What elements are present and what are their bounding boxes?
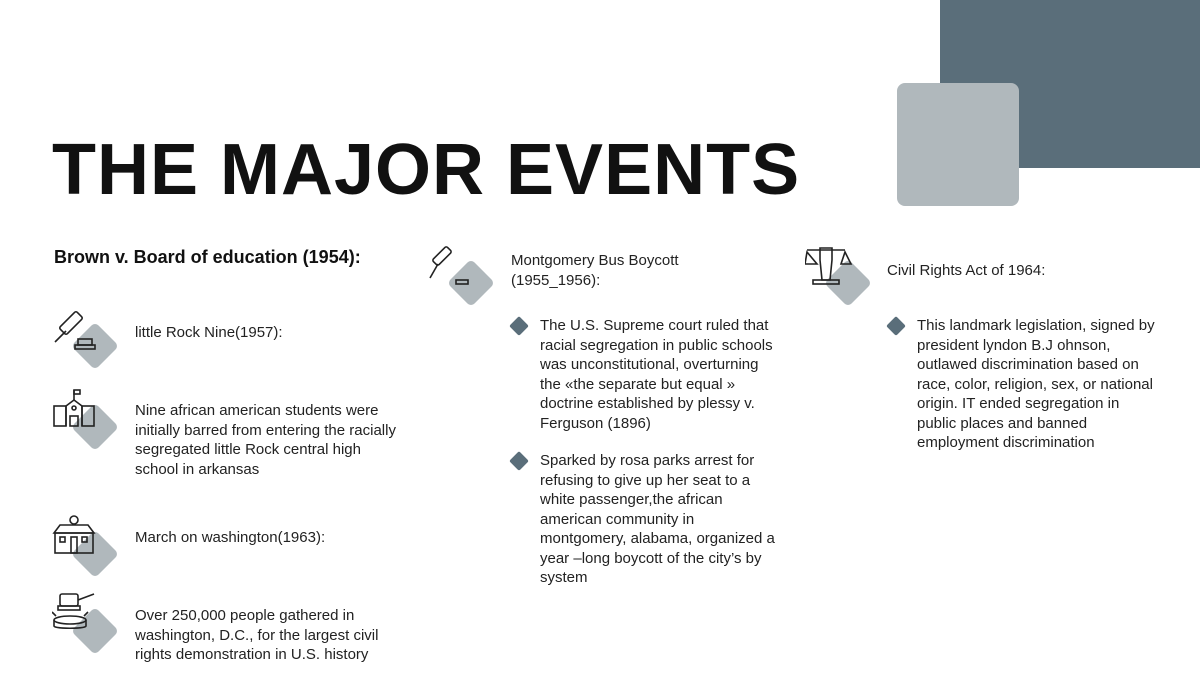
bullet-diamond-icon <box>886 316 906 336</box>
schoolhouse-apple-icon <box>52 515 114 577</box>
bullet-diamond-icon <box>509 316 529 336</box>
bullet-text: The U.S. Supreme court ruled that racial segregation in public schools was unconstitutional, overturning the «the separate but equal » doctrine established by plessy v. Ferguson (1896) <box>540 317 773 432</box>
item-text: Nine african american students were initially barred from entering the racially segregated little Rock central high school in arkansas <box>135 402 396 478</box>
column1-heading: Brown v. Board of education (1954): <box>54 247 361 267</box>
bullet-item <box>509 316 779 433</box>
item-text: March on washington(1963): <box>135 529 326 546</box>
gavel-icon <box>52 307 114 369</box>
column3-heading: Civil Rights Act of 1964: <box>887 262 1046 279</box>
bullet-text: Sparked by rosa parks arrest for refusing to give up her seat to a white passenger,the african american community in montgomery, alabama, organized a year –long boycott of the city’s by system <box>540 452 775 586</box>
page-title: THE MAJOR EVENTS <box>52 130 801 210</box>
gavel-icon <box>428 244 490 306</box>
bullet-item <box>886 316 1156 453</box>
column2-bullet-list <box>509 316 779 588</box>
justice-scales-fist-icon <box>805 244 867 306</box>
bullet-diamond-icon <box>509 451 529 471</box>
bullet-text: This landmark legislation, signed by president lyndon B.J ohnson, outlawed discrimination based on race, color, religion, sex, or national origin. IT ended segregation in public places and banned employment discrimination <box>917 317 1155 451</box>
column3-bullet-list <box>886 316 1156 453</box>
decorative-light-square <box>897 83 1019 206</box>
gavel-strike-icon <box>52 592 114 654</box>
bullet-item <box>509 451 779 588</box>
school-building-icon <box>52 388 114 450</box>
item-text: little Rock Nine(1957): <box>135 324 283 341</box>
item-text: Over 250,000 people gathered in washington, D.C., for the largest civil rights demonstration in U.S. history <box>135 607 379 663</box>
column2-heading: Montgomery Bus Boycott (1955_1956): <box>511 252 679 289</box>
